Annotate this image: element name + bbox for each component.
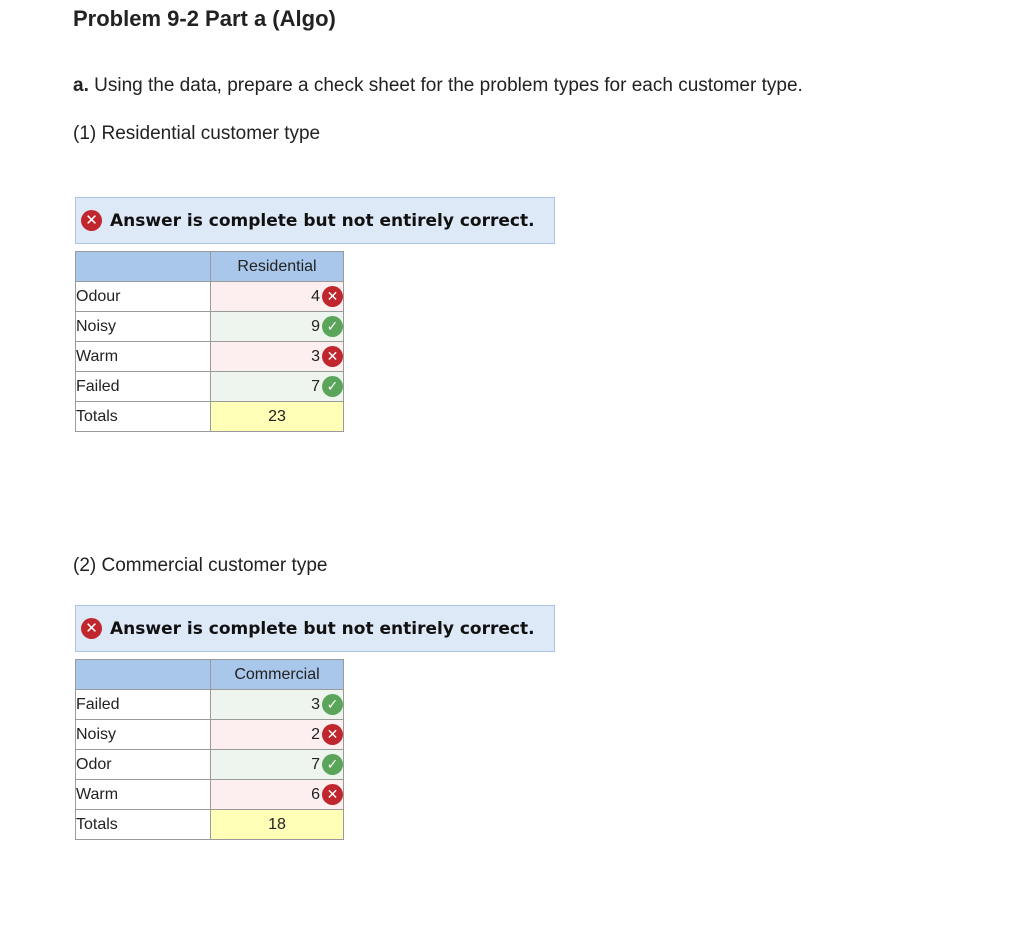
answer-value: 7 [311,755,320,773]
row-label: Warm [76,342,211,372]
check-icon: ✓ [322,754,343,775]
close-icon: ✕ [81,618,102,639]
close-icon: ✕ [322,784,343,805]
table-row [76,342,344,372]
totals-row [76,810,344,840]
totals-row [76,402,344,432]
residential-check-sheet [75,251,344,432]
residential-heading: (1) Residential customer type [73,123,321,144]
question-body: Using the data, prepare a check sheet for the problem types for each customer type. [94,75,803,96]
table-header-row [76,660,344,690]
check-icon: ✓ [322,316,343,337]
question-text [73,75,803,97]
total-value: 18 [211,810,344,840]
row-label: Odor [76,750,211,780]
answer-cell[interactable] [211,312,344,342]
totals-label: Totals [76,402,211,432]
row-label: Noisy [76,720,211,750]
answer-cell[interactable] [211,690,344,720]
page-title: Problem 9-2 Part a (Algo) [73,6,336,31]
answer-value: 7 [311,377,320,395]
table-row [76,282,344,312]
close-icon: ✕ [322,724,343,745]
column-header: Commercial [211,660,344,690]
row-label: Odour [76,282,211,312]
answer-value: 4 [311,287,320,305]
totals-label: Totals [76,810,211,840]
close-icon: ✕ [81,210,102,231]
answer-cell[interactable] [211,282,344,312]
answer-value: 9 [311,317,320,335]
table-row [76,720,344,750]
question-prefix: a. [73,75,89,96]
commercial-check-sheet [75,659,344,840]
row-label: Failed [76,690,211,720]
answer-cell[interactable] [211,750,344,780]
corner-header-cell [76,660,211,690]
answer-cell[interactable] [211,720,344,750]
row-label: Warm [76,780,211,810]
answer-cell[interactable] [211,780,344,810]
table-row [76,372,344,402]
commercial-result-banner [75,605,555,652]
answer-value: 3 [311,347,320,365]
residential-result-banner [75,197,555,244]
table-row [76,780,344,810]
answer-value: 6 [311,785,320,803]
check-icon: ✓ [322,376,343,397]
banner-text: Answer is complete but not entirely correct. [110,210,535,231]
corner-header-cell [76,252,211,282]
table-header-row [76,252,344,282]
close-icon: ✕ [322,286,343,307]
column-header: Residential [211,252,344,282]
table-row [76,312,344,342]
check-icon: ✓ [322,694,343,715]
total-value: 23 [211,402,344,432]
close-icon: ✕ [322,346,343,367]
answer-value: 3 [311,695,320,713]
answer-cell[interactable] [211,342,344,372]
table-row [76,750,344,780]
row-label: Noisy [76,312,211,342]
table-row [76,690,344,720]
row-label: Failed [76,372,211,402]
answer-cell[interactable] [211,372,344,402]
banner-text: Answer is complete but not entirely correct. [110,618,535,639]
answer-value: 2 [311,725,320,743]
commercial-heading: (2) Commercial customer type [73,555,328,576]
